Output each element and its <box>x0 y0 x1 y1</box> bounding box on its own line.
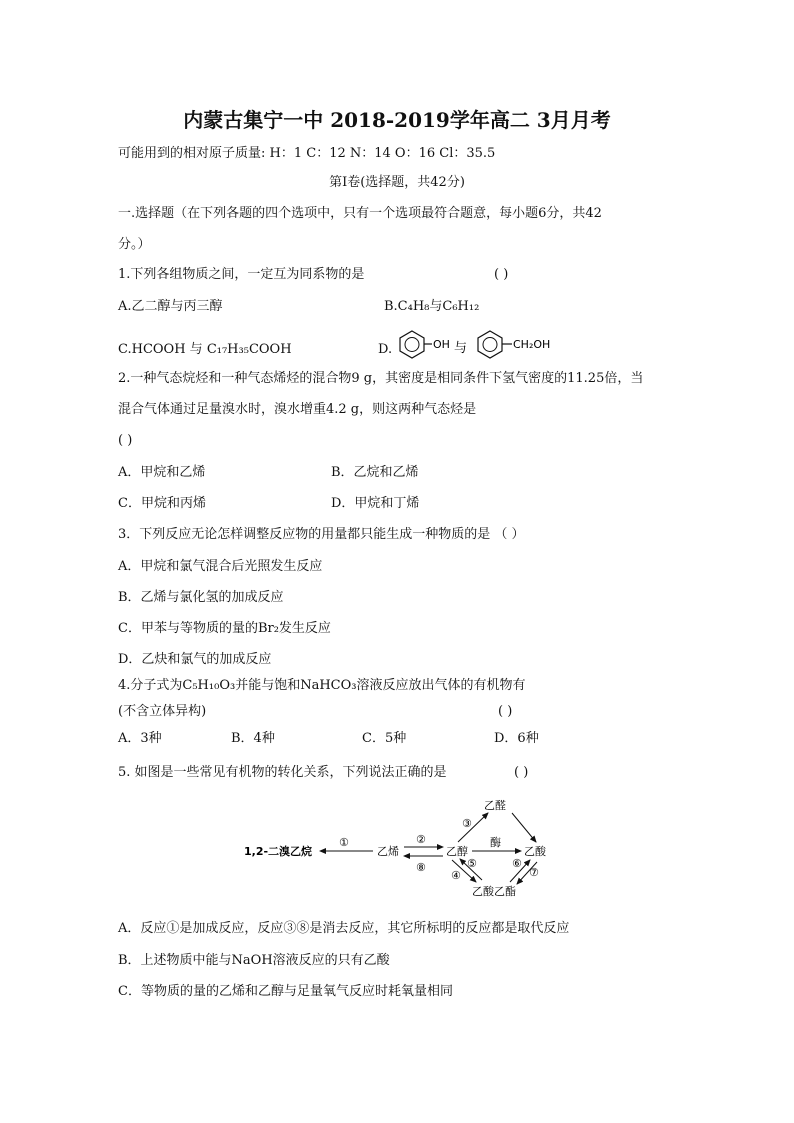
q2-line-1: 2.一种气态烷烃和一种气态烯烃的混合物9 g，其密度是相同条件下氢气密度的11.25倍，当 <box>118 371 644 386</box>
q3-stem: 3．下列反应无论怎样调整反应物的用量都只能生成一种物质的是 （ ） <box>118 527 525 542</box>
q1-blank: ( ) <box>494 267 509 282</box>
q5-option-a: A．反应①是加成反应，反应③⑧是消去反应，其它所标明的反应都是取代反应 <box>118 921 570 936</box>
page-title: 内蒙古集宁一中 2018-2019学年高二 3月月考 <box>183 108 611 132</box>
phenol-structure <box>400 331 450 358</box>
label-1: ① <box>339 836 349 849</box>
label-7: ⑦ <box>529 866 539 879</box>
q5-option-c: C．等物质的量的乙烯和乙醇与足量氧气反应时耗氧量相同 <box>118 984 453 999</box>
q2-option-c: C．甲烷和丙烯 <box>118 496 206 511</box>
node-acetic-acid: 乙酸 <box>524 845 546 858</box>
section-heading: 第Ⅰ卷(选择题，共42分) <box>329 175 465 190</box>
node-ethanol: 乙醇 <box>446 845 468 858</box>
node-acetaldehyde: 乙醛 <box>484 799 506 812</box>
q1-option-c: C.HCOOH 与 C₁₇H₃₅COOH <box>118 342 292 357</box>
q3-option-b: B．乙烯与氯化氢的加成反应 <box>118 590 284 605</box>
q4-option-a: A．3种 <box>118 731 162 746</box>
atomic-masses: 可能用到的相对原子质量: H：1 C：12 N：14 O：16 Cl：35.5 <box>118 146 496 161</box>
q1-option-d-conj: 与 <box>454 341 468 356</box>
q2-option-d: D．甲烷和丁烯 <box>331 496 420 511</box>
benzyl-ch2oh-label: CH₂OH <box>513 338 551 351</box>
q3-option-c: C．甲苯与等物质的量的Br₂发生反应 <box>118 621 331 636</box>
label-enzyme: 酶 <box>490 836 501 849</box>
intro-line-2: 分。） <box>118 237 151 252</box>
q1-stem: 1.下列各组物质之间，一定互为同系物的是 <box>118 267 365 282</box>
label-2: ② <box>416 833 426 846</box>
q2-blank: ( ) <box>118 433 133 448</box>
q5-stem: 5. 如图是一些常见有机物的转化关系，下列说法正确的是 <box>118 765 447 780</box>
q1-option-b: B.C₄H₈与C₆H₁₂ <box>384 299 480 314</box>
arrow-aldehyde-acid <box>512 813 536 842</box>
q5-blank: ( ) <box>514 765 529 780</box>
q4-option-b: B．4种 <box>231 731 275 746</box>
q1-option-d-prefix: D. <box>378 342 393 357</box>
q1-option-d-structures <box>392 326 592 360</box>
label-3: ③ <box>462 817 472 830</box>
label-5: ⑤ <box>467 857 477 870</box>
label-4: ④ <box>451 869 461 882</box>
q2-line-2: 混合气体通过足量溴水时，溴水增重4.2 g，则这两种气态烃是 <box>118 402 477 417</box>
q3-option-d: D．乙炔和氯气的加成反应 <box>118 652 272 667</box>
q5-option-b: B．上述物质中能与NaOH溶液反应的只有乙酸 <box>118 953 390 968</box>
q2-option-a: A．甲烷和乙烯 <box>118 465 206 480</box>
label-6: ⑥ <box>512 857 522 870</box>
node-dibromoethane: 1,2-二溴乙烷 <box>244 845 313 858</box>
q2-option-b: B．乙烷和乙烯 <box>331 465 419 480</box>
q4-option-c: C．5种 <box>362 731 407 746</box>
q4-note: (不含立体异构) <box>118 704 207 719</box>
node-ethylene: 乙烯 <box>377 845 399 858</box>
q4-blank: ( ) <box>498 704 513 719</box>
q3-option-a: A．甲烷和氯气混合后光照发生反应 <box>118 559 323 574</box>
node-ethyl-acetate: 乙酸乙酯 <box>472 885 516 898</box>
q4-stem: 4.分子式为C₅H₁₀O₃并能与饱和NaHCO₃溶液反应放出气体的有机物有 <box>118 678 526 693</box>
label-8: ⑧ <box>416 861 426 874</box>
q4-option-d: D．6种 <box>494 731 539 746</box>
phenol-oh-label: OH <box>433 338 450 351</box>
intro-line-1: 一.选择题（在下列各题的四个选项中，只有一个选项最符合题意，每小题6分，共42 <box>118 206 602 221</box>
q1-option-a: A.乙二醇与丙三醇 <box>118 299 223 314</box>
benzyl-alcohol-structure <box>478 331 550 358</box>
conversion-diagram <box>240 796 560 900</box>
